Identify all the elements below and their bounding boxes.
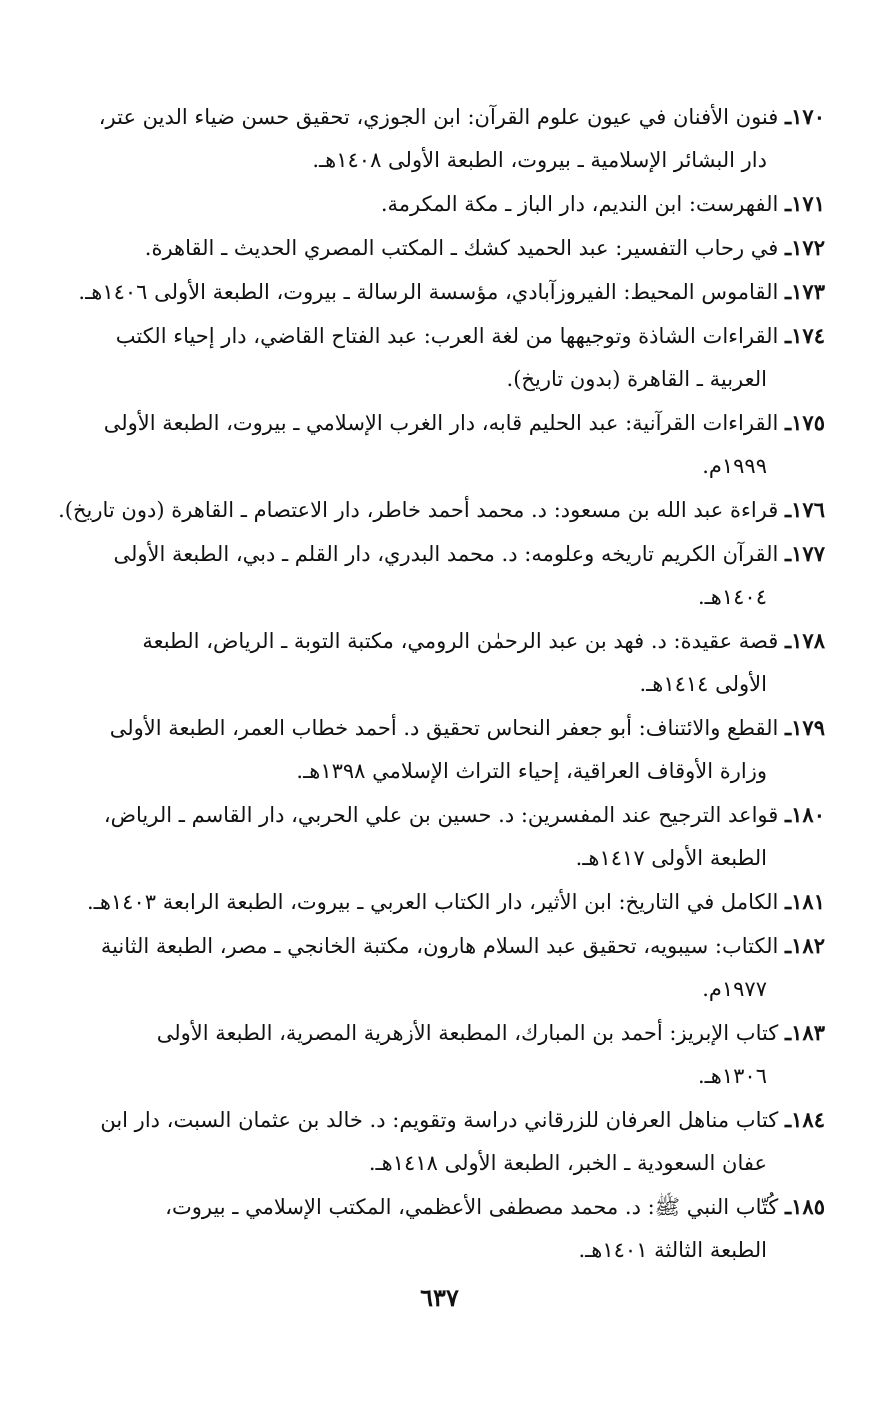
entry-first-line bbox=[53, 226, 825, 270]
entry-number: ١٧٧ـ bbox=[785, 541, 825, 566]
entry-number: ١٨٠ـ bbox=[785, 802, 825, 827]
entry-text: القطع والائتناف: أبو جعفر النحاس تحقيق د. أحمد خطاب العمر، الطبعة الأولى bbox=[109, 716, 779, 740]
entry-first-line bbox=[53, 924, 825, 968]
bibliography-entry bbox=[53, 1185, 825, 1272]
entry-first-line bbox=[53, 619, 825, 663]
bibliography-entry bbox=[53, 1098, 825, 1185]
entry-number: ١٧٨ـ bbox=[785, 628, 825, 653]
entry-text: قواعد الترجيح عند المفسرين: د. حسين بن علي الحربي، دار القاسم ـ الرياض، bbox=[103, 803, 779, 827]
entry-continuation: ١٣٠٦هـ. bbox=[697, 1064, 767, 1088]
entry-first-line bbox=[53, 314, 825, 358]
entry-number: ١٨٥ـ bbox=[785, 1194, 825, 1219]
entry-number: ١٧١ـ bbox=[785, 191, 825, 216]
entry-number: ١٧٩ـ bbox=[785, 715, 825, 740]
entry-text: الكامل في التاريخ: ابن الأثير، دار الكتاب العربي ـ بيروت، الطبعة الرابعة ١٤٠٣هـ. bbox=[87, 890, 779, 914]
entry-continuation: ١٩٩٩م. bbox=[702, 454, 767, 478]
entry-continuation: ١٩٧٧م. bbox=[702, 977, 767, 1001]
entry-first-line bbox=[53, 401, 825, 445]
entry-text: فنون الأفنان في عيون علوم القرآن: ابن الجوزي، تحقيق حسن ضياء الدين عتر، bbox=[98, 105, 779, 129]
entry-first-line bbox=[53, 793, 825, 837]
entry-continuation: الطبعة الأولى ١٤١٧هـ. bbox=[575, 846, 767, 870]
entry-first-line bbox=[53, 1011, 825, 1055]
entry-continuation: الطبعة الثالثة ١٤٠١هـ. bbox=[578, 1238, 767, 1262]
entry-number: ١٧٥ـ bbox=[785, 410, 825, 435]
bibliography-entry bbox=[53, 226, 825, 270]
entry-continuation: دار البشائر الإسلامية ـ بيروت، الطبعة الأولى ١٤٠٨هـ. bbox=[312, 148, 767, 172]
entry-continuation: وزارة الأوقاف العراقية، إحياء التراث الإسلامي ١٣٩٨هـ. bbox=[296, 759, 767, 783]
bibliography-entry bbox=[53, 270, 825, 314]
entry-text: القراءات القرآنية: عبد الحليم قابه، دار الغرب الإسلامي ـ بيروت، الطبعة الأولى bbox=[103, 411, 779, 435]
entry-number: ١٧٠ـ bbox=[785, 104, 825, 129]
entry-number: ١٨٢ـ bbox=[785, 933, 825, 958]
entry-continuation: عفان السعودية ـ الخبر، الطبعة الأولى ١٤١٨هـ. bbox=[368, 1151, 767, 1175]
entry-number: ١٨٣ـ bbox=[785, 1020, 825, 1045]
entry-first-line bbox=[53, 1098, 825, 1142]
bibliography-entry bbox=[53, 182, 825, 226]
entry-first-line bbox=[53, 1185, 825, 1229]
entry-continuation: العربية ـ القاهرة (بدون تاريخ). bbox=[506, 367, 767, 391]
bibliography-list bbox=[53, 95, 825, 1272]
entry-first-line bbox=[53, 270, 825, 314]
entry-text: في رحاب التفسير: عبد الحميد كشك ـ المكتب المصري الحديث ـ القاهرة. bbox=[144, 236, 779, 260]
entry-text: قصة عقيدة: د. فهد بن عبد الرحمٰن الرومي، مكتبة التوبة ـ الرياض، الطبعة bbox=[142, 629, 779, 653]
entry-first-line bbox=[53, 95, 825, 139]
bibliography-entry bbox=[53, 619, 825, 706]
bibliography-entry bbox=[53, 488, 825, 532]
bibliography-entry bbox=[53, 1011, 825, 1098]
entry-text: القراءات الشاذة وتوجيهها من لغة العرب: عبد الفتاح القاضي، دار إحياء الكتب bbox=[115, 324, 779, 348]
entry-number: ١٧٦ـ bbox=[785, 497, 825, 522]
bibliography-entry bbox=[53, 401, 825, 488]
entry-first-line bbox=[53, 488, 825, 532]
bibliography-entry bbox=[53, 314, 825, 401]
entry-first-line bbox=[53, 706, 825, 750]
entry-first-line bbox=[53, 532, 825, 576]
bibliography-entry bbox=[53, 706, 825, 793]
entry-text: الفهرست: ابن النديم، دار الباز ـ مكة المكرمة. bbox=[380, 192, 779, 216]
bibliography-entry bbox=[53, 793, 825, 880]
entry-continuation: ١٤٠٤هـ. bbox=[697, 585, 767, 609]
entry-first-line bbox=[53, 182, 825, 226]
entry-number: ١٨١ـ bbox=[785, 889, 825, 914]
entry-continuation: الأولى ١٤١٤هـ. bbox=[639, 672, 767, 696]
entry-number: ١٨٤ـ bbox=[785, 1107, 825, 1132]
bibliography-entry bbox=[53, 880, 825, 924]
entry-text: القاموس المحيط: الفيروزآبادي، مؤسسة الرسالة ـ بيروت، الطبعة الأولى ١٤٠٦هـ. bbox=[78, 280, 779, 304]
bibliography-entry bbox=[53, 532, 825, 619]
entry-text: كتاب مناهل العرفان للزرقاني دراسة وتقويم: د. خالد بن عثمان السبت، دار ابن bbox=[100, 1108, 779, 1132]
entry-number: ١٧٣ـ bbox=[785, 279, 825, 304]
entry-first-line bbox=[53, 880, 825, 924]
bibliography-entry bbox=[53, 924, 825, 1011]
entry-number: ١٧٢ـ bbox=[785, 235, 825, 260]
page-number: ٦٣٧ bbox=[420, 1283, 459, 1312]
entry-text: الكتاب: سيبويه، تحقيق عبد السلام هارون، مكتبة الخانجي ـ مصر، الطبعة الثانية bbox=[100, 934, 779, 958]
entry-text: قراءة عبد الله بن مسعود: د. محمد أحمد خاطر، دار الاعتصام ـ القاهرة (دون تاريخ). bbox=[58, 498, 779, 522]
bibliography-entry bbox=[53, 95, 825, 182]
entry-text: القرآن الكريم تاريخه وعلومه: د. محمد البدري، دار القلم ـ دبي، الطبعة الأولى bbox=[113, 542, 779, 566]
entry-number: ١٧٤ـ bbox=[785, 323, 825, 348]
entry-text: كُتّاب النبي ﷺ: د. محمد مصطفى الأعظمي، المكتب الإسلامي ـ بيروت، bbox=[165, 1195, 779, 1219]
entry-text: كتاب الإبريز: أحمد بن المبارك، المطبعة الأزهرية المصرية، الطبعة الأولى bbox=[156, 1021, 779, 1045]
